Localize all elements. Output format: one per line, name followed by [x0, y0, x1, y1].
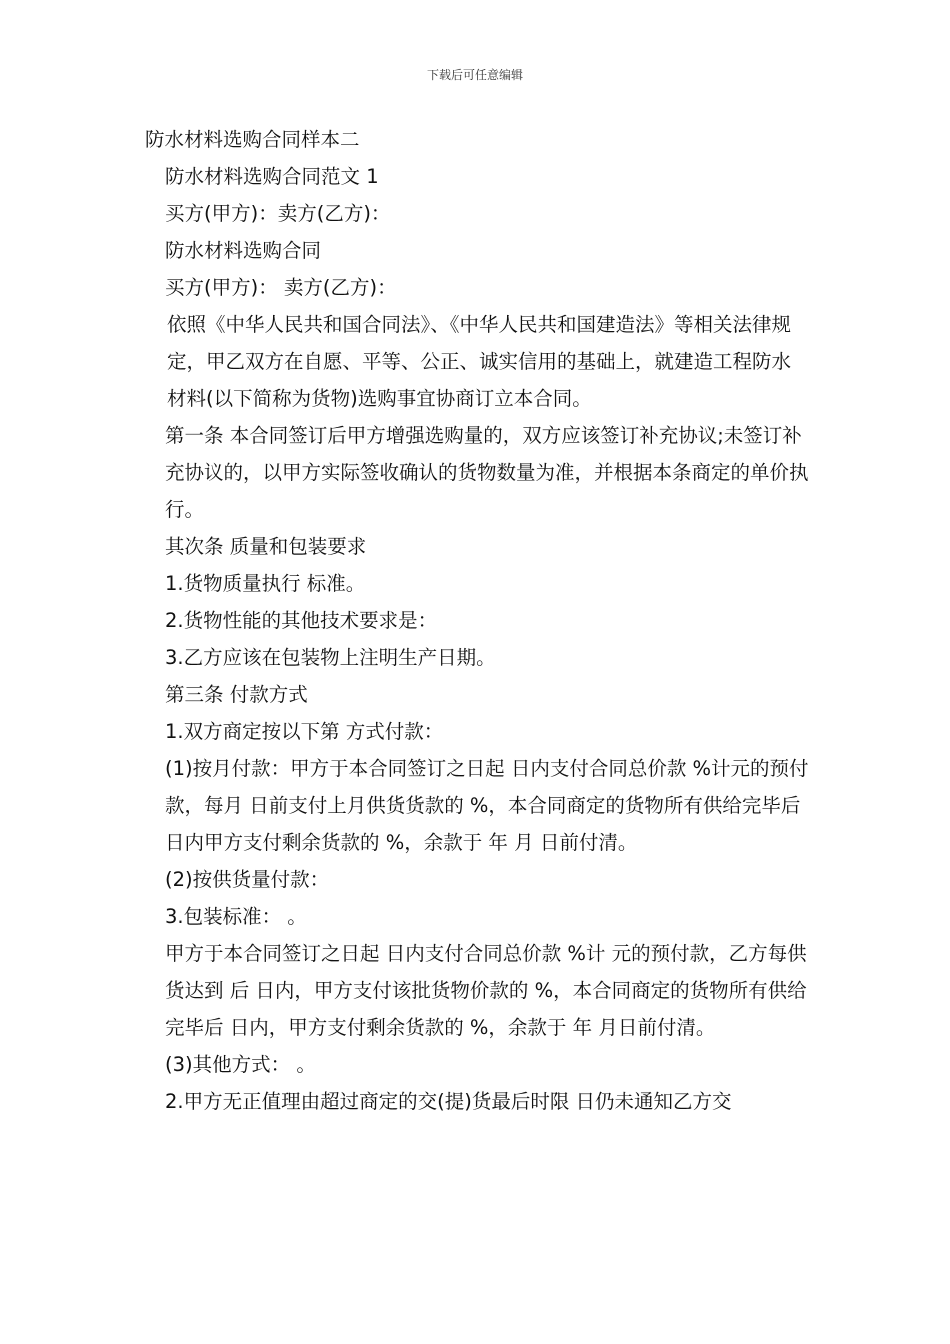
paragraph: 2.甲方无正值理由超过商定的交(提)货最后时限 日仍未通知乙方交 — [165, 1090, 732, 1113]
paragraph: 甲方于本合同签订之日起 日内支付合同总价款 %计 元的预付款，乙方每供货达到 后 日内，甲方支付该批货物价款的 %，本合同商定的货物所有供给完毕后 日内，甲方支付剩余货款的 %，余款于 年 月日前付清。 — [165, 942, 807, 1039]
paragraph: 3.包装标准： 。 — [165, 905, 307, 928]
paragraph: 防水材料选购合同范文 1 — [165, 165, 379, 188]
paragraph: 3.乙方应该在包装物上注明生产日期。 — [165, 646, 496, 669]
paragraph: 1.货物质量执行 标准。 — [165, 572, 366, 595]
paragraph: (1)按月付款：甲方于本合同签订之日起 日内支付合同总价款 %计元的预付款，每月 日前支付上月供货货款的 %，本合同商定的货物所有供给完毕后 日内甲方支付剩余货款的 %，余款于 年 月 日前付清。 — [165, 757, 809, 854]
paragraph: 2.货物性能的其他技术要求是： — [165, 609, 438, 632]
document-body — [145, 121, 810, 1120]
paragraph: 其次条 质量和包装要求 — [165, 535, 367, 558]
paragraph: 买方(甲方)：卖方(乙方)： — [165, 202, 391, 225]
paragraph: (3)其他方式： 。 — [165, 1053, 316, 1076]
paragraph: 第一条 本合同签订后甲方增强选购量的，双方应该签订补充协议;未签订补充协议的，以甲方实际签收确认的货物数量为准，并根据本条商定的单价执行。 — [165, 424, 809, 521]
paragraph: (2)按供货量付款： — [165, 868, 330, 891]
document-title: 防水材料选购合同样本二 — [145, 128, 360, 151]
page-header: 下载后可任意编辑 — [426, 68, 523, 82]
paragraph: 1.双方商定按以下第 方式付款： — [165, 720, 444, 743]
paragraph: 买方(甲方)： 卖方(乙方)： — [165, 276, 397, 299]
paragraph: 依照《中华人民共和国合同法》、《中华人民共和国建造法》等相关法律规定，甲乙双方在自愿、平等、公正、诚实信用的基础上，就建造工程防水材料(以下简称为货物)选购事宜协商订立本合同。 — [167, 313, 792, 410]
paragraph: 防水材料选购合同 — [165, 239, 322, 262]
paragraph: 第三条 付款方式 — [165, 683, 308, 706]
